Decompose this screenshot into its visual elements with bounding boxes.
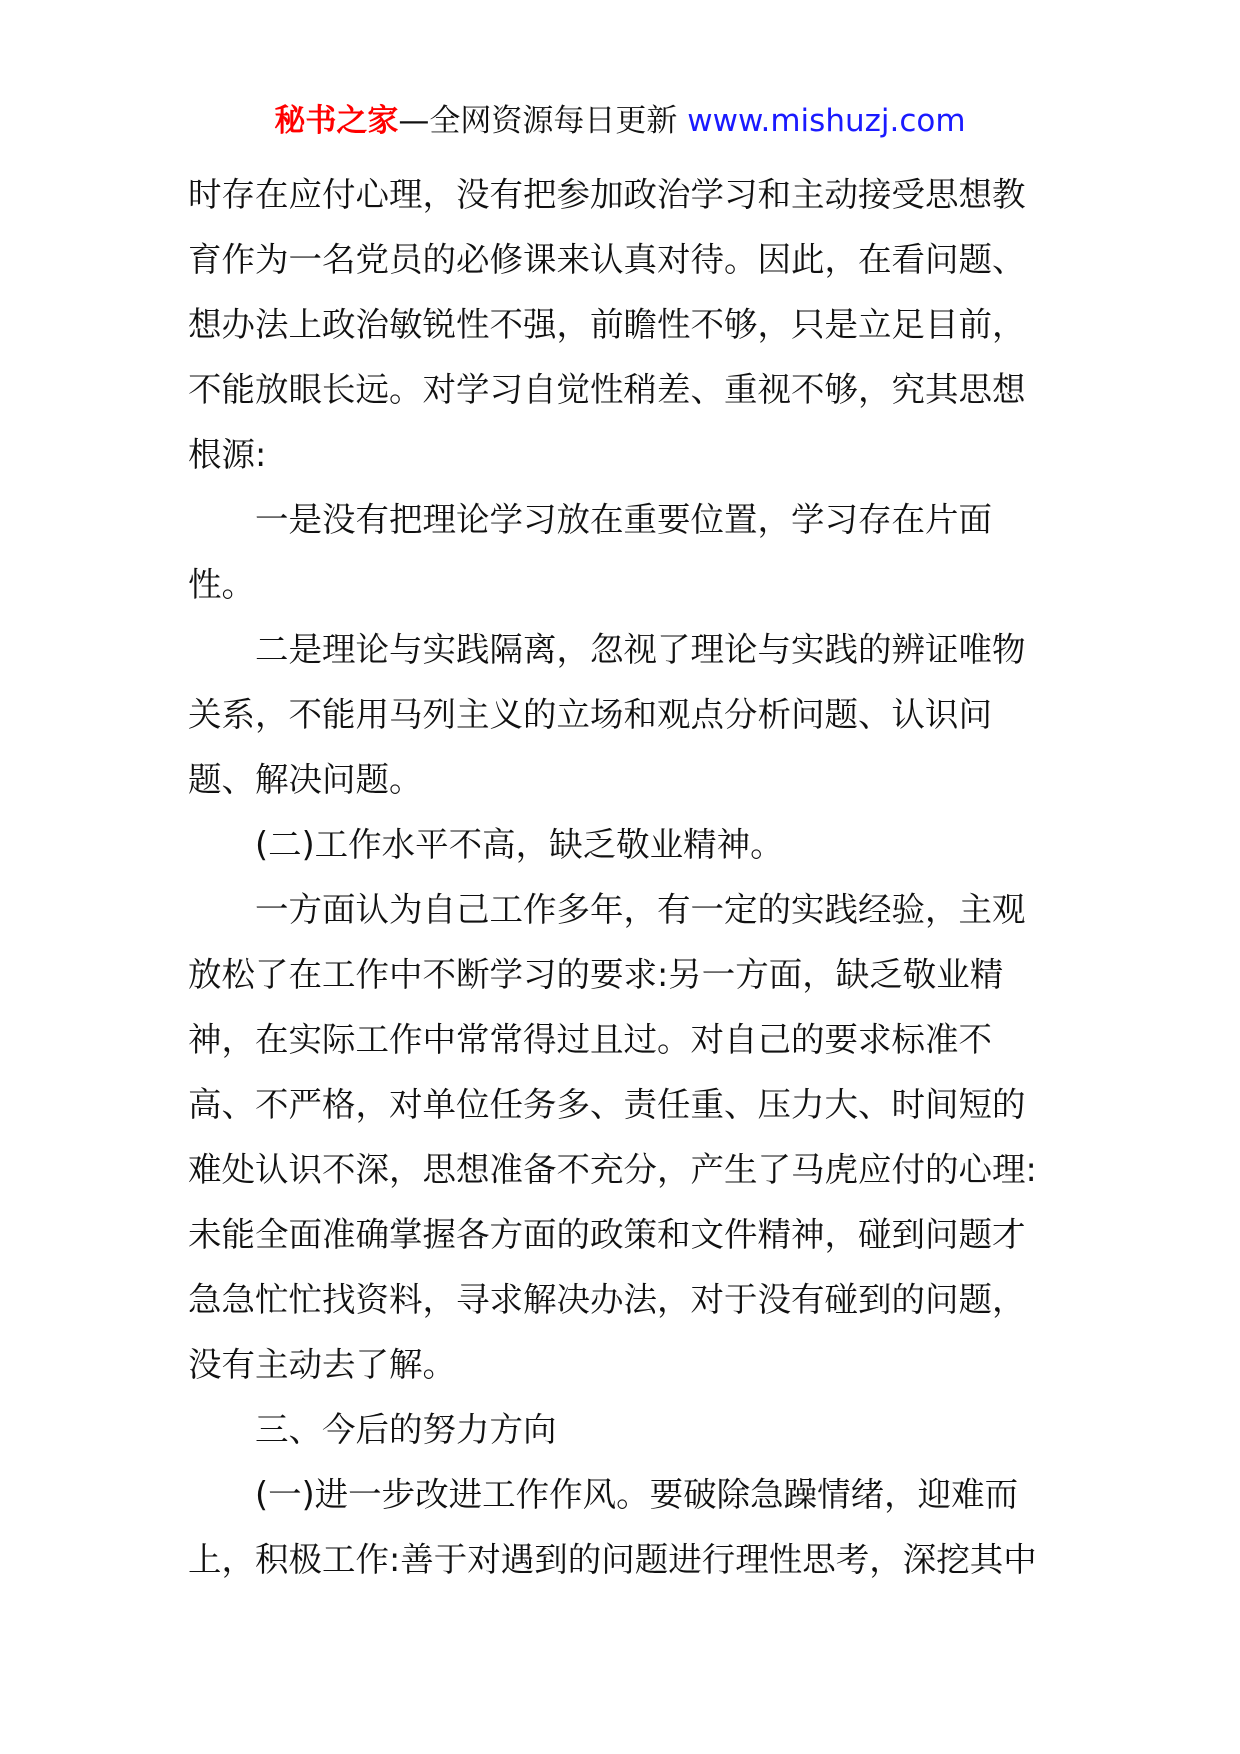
- section-heading: (二)工作水平不高，缺乏敬业精神。: [255, 825, 784, 864]
- text-line: 没有主动去了解。: [188, 1345, 456, 1384]
- header-url[interactable]: www.mishuzj.com: [687, 103, 966, 139]
- text-line: 放松了在工作中不断学习的要求:另一方面，缺乏敬业精: [188, 955, 1004, 994]
- text-line: 关系，不能用马列主义的立场和观点分析问题、认识问: [188, 695, 992, 734]
- paragraph-start-line: (一)进一步改进工作作风。要破除急躁情绪，迎难而: [255, 1475, 1019, 1514]
- paragraph-start-line: 一方面认为自己工作多年，有一定的实践经验，主观: [255, 890, 1026, 929]
- paragraph-start-line: 一是没有把理论学习放在重要位置，学习存在片面: [255, 500, 992, 539]
- brand-name: 秘书之家: [274, 103, 399, 139]
- text-line: 育作为一名党员的必修课来认真对待。因此，在看问题、: [188, 240, 1026, 279]
- text-line: 性。: [188, 565, 255, 604]
- text-line: 根源:: [188, 435, 267, 474]
- text-line: 难处认识不深，思想准备不充分，产生了马虎应付的心理:: [188, 1150, 1037, 1189]
- text-line: 不能放眼长远。对学习自觉性稍差、重视不够，究其思想: [188, 370, 1026, 409]
- header-slogan: —全网资源每日更新: [398, 103, 678, 139]
- text-line: 急急忙忙找资料，寻求解决办法，对于没有碰到的问题，: [188, 1280, 1026, 1319]
- section-heading: 三、今后的努力方向: [255, 1410, 557, 1449]
- paragraph-start-line: 二是理论与实践隔离，忽视了理论与实践的辨证唯物: [255, 630, 1026, 669]
- text-line: 神，在实际工作中常常得过且过。对自己的要求标准不: [188, 1020, 992, 1059]
- document-body: [188, 162, 1058, 1592]
- text-line: 高、不严格，对单位任务多、责任重、压力大、时间短的: [188, 1085, 1026, 1124]
- text-line: 题、解决问题。: [188, 760, 423, 799]
- text-line: 上，积极工作:善于对遇到的问题进行理性思考，深挖其中: [188, 1540, 1037, 1579]
- text-line: 想办法上政治敏锐性不强，前瞻性不够，只是立足目前，: [188, 305, 1026, 344]
- page-header: [0, 98, 1240, 144]
- text-line: 时存在应付心理，没有把参加政治学习和主动接受思想教: [188, 175, 1026, 214]
- text-line: 未能全面准确掌握各方面的政策和文件精神，碰到问题才: [188, 1215, 1026, 1254]
